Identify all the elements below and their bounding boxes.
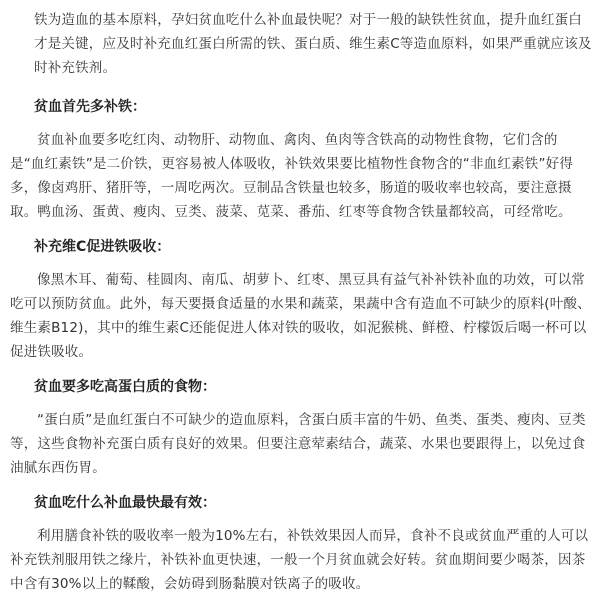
- spacer: [10, 398, 592, 408]
- section-body-fastest: 利用膳食补铁的吸收率一般为10%左右，补铁效果因人而异，食补不良或贫血严重的人可以补充铁剂服用铁之缘片，补铁补血更快速，一般一个月贫血就会好转。贫血期间要少喝茶，因茶中含有30%以上的鞣酸，会妨碍到肠黏膜对铁离子的吸收。: [10, 528, 589, 592]
- section-heading-protein: 贫血要多吃高蛋白质的食物：: [34, 379, 216, 395]
- spacer: [10, 514, 592, 524]
- section-heading-iron: 贫血首先多补铁：: [34, 99, 146, 115]
- section-body-iron: 贫血补血要多吃红肉、动物肝、动物血、禽肉、鱼肉等含铁高的动物性食物，它们含的是“血红素铁”是二价铁，更容易被人体吸收，补铁效果要比植物性食物含的“非血红素铁”好得多，像卤鸡肝、猪肝等，一周吃两次。豆制品含铁量也较多，肠道的吸收率也较高，要注意摄取。鸭血汤、蛋黄、瘦肉、豆类、菠菜、苋菜、番茄、红枣等食物含铁量都较高，可经常吃。: [10, 132, 574, 220]
- section-heading-vitamin-c: 补充维C促进铁吸收：: [34, 239, 171, 255]
- spacer: [10, 80, 592, 96]
- spacer: [10, 118, 592, 128]
- section-heading-fastest: 贫血吃什么补血最快最有效：: [34, 495, 216, 511]
- spacer: [10, 224, 592, 236]
- section-body-vitamin-c: 像黑木耳、葡萄、桂圆肉、南瓜、胡萝卜、红枣、黑豆具有益气补补铁补血的功效，可以常吃可以预防贫血。此外，每天要摄食适量的水果和蔬菜，果蔬中含有造血不可缺少的原料(叶酸、维生素B12)，其中的维生素C还能促进人体对铁的吸收，如泥猴桃、鲜橙、柠檬饭后喝一杯可以促进铁吸收。: [10, 272, 591, 360]
- section-body-protein: “蛋白质”是血红蛋白不可缺少的造血原料，含蛋白质丰富的牛奶、鱼类、蛋类、瘦肉、豆类等，这些食物补充蛋白质有良好的效果。但要注意荤素结合，蔬菜、水果也要跟得上，以免过食油腻东西伤胃。: [10, 412, 586, 476]
- spacer: [10, 364, 592, 376]
- intro-paragraph: 铁为造血的基本原料，孕妇贫血吃什么补血最快呢？对于一般的缺铁性贫血，提升血红蛋白才是关键，应及时补充血红蛋白所需的铁、蛋白质、维生素C等造血原料，如果严重就应该及时补充铁剂。: [34, 12, 592, 76]
- spacer: [10, 258, 592, 268]
- spacer: [10, 480, 592, 492]
